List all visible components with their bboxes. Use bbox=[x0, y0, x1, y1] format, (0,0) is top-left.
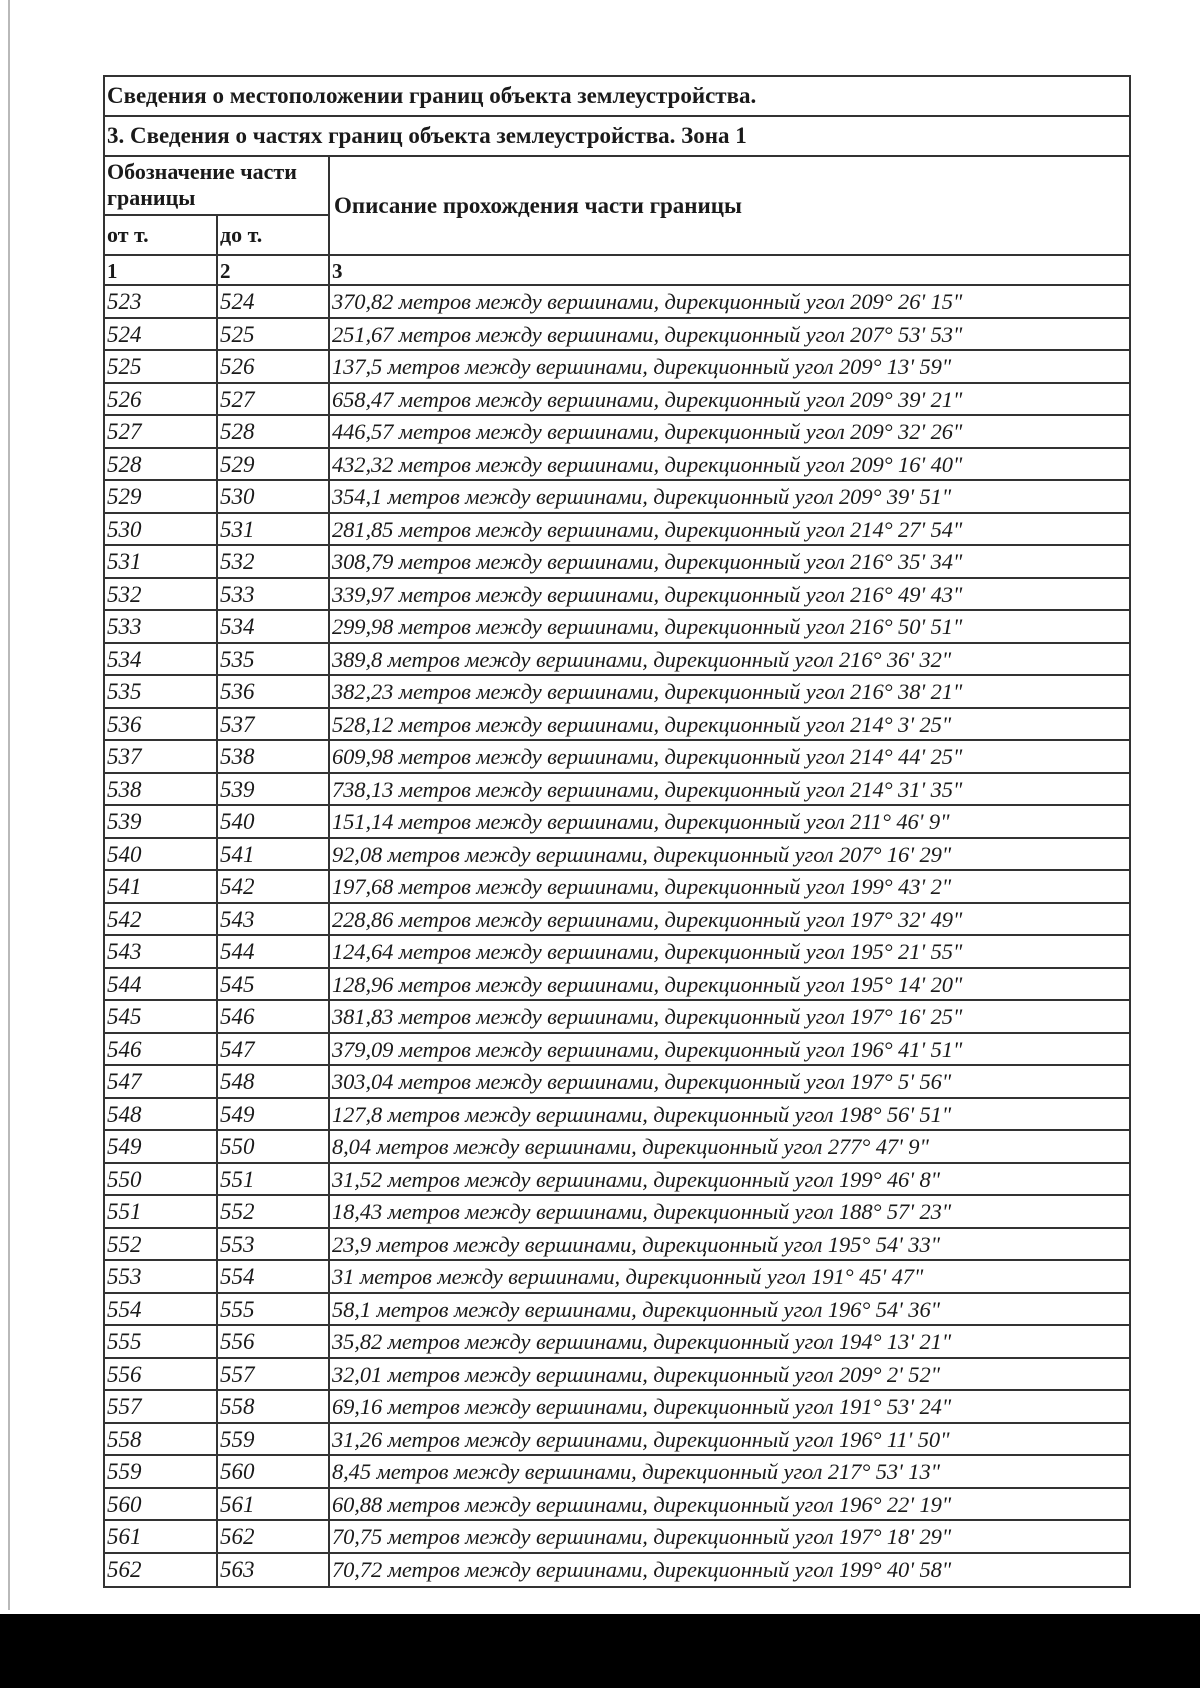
description-cell: 382,23 метров между вершинами, дирекционный угол 216° 38' 21" bbox=[332, 679, 963, 704]
to-point-cell: 552 bbox=[218, 1196, 330, 1227]
description-cell: 58,1 метров между вершинами, дирекционный угол 196° 54' 36" bbox=[332, 1296, 940, 1322]
from-point-cell: 540 bbox=[105, 839, 218, 870]
section-title: 3. Сведения о частях границ объекта землеустройства. Зона 1 bbox=[105, 117, 1129, 157]
to-point-cell: 540 bbox=[218, 806, 330, 837]
to-point-cell: 525 bbox=[218, 319, 330, 350]
table-row bbox=[105, 1294, 1129, 1327]
table-row bbox=[105, 644, 1129, 677]
to-point-cell: 537 bbox=[218, 709, 330, 740]
from-point-cell: 526 bbox=[105, 384, 218, 415]
to-point-cell: 550 bbox=[218, 1131, 330, 1162]
from-point-cell: 523 bbox=[105, 286, 218, 317]
from-point-cell: 541 bbox=[105, 871, 218, 902]
description-cell: 31,52 метров между вершинами, дирекционный угол 199° 46' 8" bbox=[332, 1166, 940, 1192]
from-point-cell: 557 bbox=[105, 1391, 218, 1422]
description-cell: 35,82 метров между вершинами, дирекционный угол 194° 13' 21" bbox=[332, 1329, 952, 1354]
table-row bbox=[105, 806, 1129, 839]
to-point-cell: 543 bbox=[218, 904, 330, 935]
to-point-cell: 558 bbox=[218, 1391, 330, 1422]
table-row bbox=[105, 904, 1129, 937]
table-row bbox=[105, 1196, 1129, 1229]
description-cell: 69,16 метров между вершинами, дирекционный угол 191° 53' 24" bbox=[332, 1394, 952, 1419]
table-row bbox=[105, 546, 1129, 579]
from-point-cell: 534 bbox=[105, 644, 218, 675]
to-point-cell: 554 bbox=[218, 1261, 330, 1292]
from-point-cell: 539 bbox=[105, 806, 218, 837]
from-point-cell: 531 bbox=[105, 546, 218, 577]
description-cell: 8,04 метров между вершинами, дирекционный угол 277° 47' 9" bbox=[332, 1134, 929, 1159]
to-point-cell: 529 bbox=[218, 449, 330, 480]
to-point-cell: 546 bbox=[218, 1001, 330, 1032]
from-point-cell: 536 bbox=[105, 709, 218, 740]
description-cell: 446,57 метров между вершинами, дирекционный угол 209° 32' 26" bbox=[332, 419, 963, 444]
table-row bbox=[105, 1261, 1129, 1294]
from-point-cell: 549 bbox=[105, 1131, 218, 1162]
from-point-cell: 551 bbox=[105, 1196, 218, 1227]
description-cell: 137,5 метров между вершинами, дирекционный угол 209° 13' 59" bbox=[332, 354, 952, 379]
scan-left-edge bbox=[8, 0, 10, 1610]
to-point-cell: 539 bbox=[218, 774, 330, 805]
from-point-cell: 556 bbox=[105, 1359, 218, 1390]
description-cell: 127,8 метров между вершинами, дирекционный угол 198° 56' 51" bbox=[332, 1101, 952, 1127]
to-point-cell: 524 bbox=[218, 286, 330, 317]
description-cell: 31,26 метров между вершинами, дирекционный угол 196° 11' 50" bbox=[332, 1426, 950, 1452]
to-point-cell: 548 bbox=[218, 1066, 330, 1097]
to-point-cell: 553 bbox=[218, 1229, 330, 1260]
from-point-cell: 550 bbox=[105, 1164, 218, 1195]
table-row bbox=[105, 1229, 1129, 1262]
from-point-cell: 561 bbox=[105, 1521, 218, 1552]
table-row bbox=[105, 709, 1129, 742]
table-row bbox=[105, 1456, 1129, 1489]
description-cell: 60,88 метров между вершинами, дирекционный угол 196° 22' 19" bbox=[332, 1491, 952, 1517]
to-point-cell: 542 bbox=[218, 871, 330, 902]
table-row bbox=[105, 1099, 1129, 1132]
table-body bbox=[105, 286, 1129, 1586]
table-row bbox=[105, 1554, 1129, 1587]
description-cell: 354,1 метров между вершинами, дирекционный угол 209° 39' 51" bbox=[332, 484, 952, 509]
to-point-cell: 559 bbox=[218, 1424, 330, 1455]
to-point-cell: 557 bbox=[218, 1359, 330, 1390]
table-row bbox=[105, 1034, 1129, 1067]
description-cell: 251,67 метров между вершинами, дирекционный угол 207° 53' 53" bbox=[332, 321, 963, 347]
to-point-cell: 561 bbox=[218, 1489, 330, 1520]
description-cell: 389,8 метров между вершинами, дирекционный угол 216° 36' 32" bbox=[332, 646, 952, 672]
from-point-cell: 555 bbox=[105, 1326, 218, 1357]
to-point-cell: 527 bbox=[218, 384, 330, 415]
designation-subheaders bbox=[105, 216, 328, 254]
to-point-cell: 545 bbox=[218, 969, 330, 1000]
from-point-cell: 529 bbox=[105, 481, 218, 512]
table-row bbox=[105, 351, 1129, 384]
from-point-cell: 547 bbox=[105, 1066, 218, 1097]
table-row bbox=[105, 1326, 1129, 1359]
table-header bbox=[105, 157, 1129, 256]
table-row bbox=[105, 1424, 1129, 1457]
table-row bbox=[105, 1066, 1129, 1099]
document-title: Сведения о местоположении границ объекта землеустройства. bbox=[105, 77, 1129, 117]
description-cell: 339,97 метров между вершинами, дирекционный угол 216° 49' 43" bbox=[332, 581, 963, 607]
column-number-1: 1 bbox=[105, 256, 218, 284]
column-number-2: 2 bbox=[218, 256, 330, 284]
to-point-cell: 532 bbox=[218, 546, 330, 577]
from-point-cell: 558 bbox=[105, 1424, 218, 1455]
table-row bbox=[105, 1391, 1129, 1424]
to-point-cell: 562 bbox=[218, 1521, 330, 1552]
table-row bbox=[105, 839, 1129, 872]
to-point-cell: 531 bbox=[218, 514, 330, 545]
designation-label: Обозначение части границы bbox=[105, 157, 328, 216]
description-cell: 281,85 метров между вершинами, дирекционный угол 214° 27' 54" bbox=[332, 516, 963, 542]
table-row bbox=[105, 481, 1129, 514]
to-point-cell: 551 bbox=[218, 1164, 330, 1195]
to-point-cell: 526 bbox=[218, 351, 330, 382]
from-point-cell: 524 bbox=[105, 319, 218, 350]
to-point-cell: 544 bbox=[218, 936, 330, 967]
to-point-cell: 555 bbox=[218, 1294, 330, 1325]
description-cell: 432,32 метров между вершинами, дирекционный угол 209° 16' 40" bbox=[332, 451, 963, 477]
description-cell: 32,01 метров между вершинами, дирекционный угол 209° 2' 52" bbox=[332, 1361, 940, 1387]
to-point-cell: 563 bbox=[218, 1554, 330, 1587]
table-row bbox=[105, 871, 1129, 904]
description-cell: 70,72 метров между вершинами, дирекционный угол 199° 40' 58" bbox=[332, 1556, 952, 1582]
table-row bbox=[105, 579, 1129, 612]
from-point-cell: 535 bbox=[105, 676, 218, 707]
designation-header bbox=[105, 157, 330, 254]
table-row bbox=[105, 514, 1129, 547]
description-cell: 23,9 метров между вершинами, дирекционный угол 195° 54' 33" bbox=[332, 1231, 940, 1257]
description-cell: 228,86 метров между вершинами, дирекционный угол 197° 32' 49" bbox=[332, 906, 963, 932]
from-point-cell: 542 bbox=[105, 904, 218, 935]
description-cell: 18,43 метров между вершинами, дирекционный угол 188° 57' 23" bbox=[332, 1199, 952, 1224]
description-cell: 738,13 метров между вершинами, дирекционный угол 214° 31' 35" bbox=[332, 776, 963, 802]
from-point-cell: 548 bbox=[105, 1099, 218, 1130]
column-number-row bbox=[105, 256, 1129, 286]
description-cell: 381,83 метров между вершинами, дирекционный угол 197° 16' 25" bbox=[332, 1004, 963, 1029]
description-cell: 303,04 метров между вершинами, дирекционный угол 197° 5' 56" bbox=[332, 1069, 952, 1094]
table-row bbox=[105, 1001, 1129, 1034]
description-cell: 658,47 метров между вершинами, дирекционный угол 209° 39' 21" bbox=[332, 386, 963, 412]
to-point-cell: 535 bbox=[218, 644, 330, 675]
description-cell: 528,12 метров между вершинами, дирекционный угол 214° 3' 25" bbox=[332, 711, 952, 737]
scan-bottom-border bbox=[0, 1614, 1200, 1688]
from-point-cell: 538 bbox=[105, 774, 218, 805]
description-header: Описание прохождения части границы bbox=[334, 192, 743, 218]
from-point-cell: 525 bbox=[105, 351, 218, 382]
table-row bbox=[105, 1164, 1129, 1197]
from-point-cell: 553 bbox=[105, 1261, 218, 1292]
table-row bbox=[105, 676, 1129, 709]
to-point-cell: 541 bbox=[218, 839, 330, 870]
from-point-cell: 530 bbox=[105, 514, 218, 545]
to-point-cell: 530 bbox=[218, 481, 330, 512]
from-point-cell: 554 bbox=[105, 1294, 218, 1325]
description-cell: 124,64 метров между вершинами, дирекционный угол 195° 21' 55" bbox=[332, 939, 963, 964]
table-row bbox=[105, 936, 1129, 969]
from-point-cell: 528 bbox=[105, 449, 218, 480]
description-cell: 308,79 метров между вершинами, дирекционный угол 216° 35' 34" bbox=[332, 549, 963, 574]
from-point-cell: 562 bbox=[105, 1554, 218, 1587]
from-point-cell: 559 bbox=[105, 1456, 218, 1487]
to-point-cell: 536 bbox=[218, 676, 330, 707]
table-row bbox=[105, 774, 1129, 807]
to-point-cell: 533 bbox=[218, 579, 330, 610]
from-point-cell: 552 bbox=[105, 1229, 218, 1260]
description-cell: 128,96 метров между вершинами, дирекционный угол 195° 14' 20" bbox=[332, 971, 963, 997]
table-row bbox=[105, 1131, 1129, 1164]
to-point-cell: 560 bbox=[218, 1456, 330, 1487]
table-row bbox=[105, 969, 1129, 1002]
from-point-header: от т. bbox=[105, 216, 218, 254]
table-row bbox=[105, 741, 1129, 774]
from-point-cell: 537 bbox=[105, 741, 218, 772]
description-cell: 31 метров между вершинами, дирекционный угол 191° 45' 47" bbox=[332, 1264, 924, 1289]
description-cell: 370,82 метров между вершинами, дирекционный угол 209° 26' 15" bbox=[332, 289, 963, 314]
table-row bbox=[105, 611, 1129, 644]
description-cell: 197,68 метров между вершинами, дирекционный угол 199° 43' 2" bbox=[332, 874, 952, 899]
table-row bbox=[105, 286, 1129, 319]
to-point-cell: 538 bbox=[218, 741, 330, 772]
description-cell: 151,14 метров между вершинами, дирекционный угол 211° 46' 9" bbox=[332, 809, 950, 834]
table-row bbox=[105, 1359, 1129, 1392]
description-cell: 70,75 метров между вершинами, дирекционный угол 197° 18' 29" bbox=[332, 1524, 952, 1549]
from-point-cell: 544 bbox=[105, 969, 218, 1000]
description-cell: 379,09 метров между вершинами, дирекционный угол 196° 41' 51" bbox=[332, 1036, 963, 1062]
from-point-cell: 545 bbox=[105, 1001, 218, 1032]
boundary-table bbox=[103, 75, 1131, 1588]
table-row bbox=[105, 384, 1129, 417]
from-point-cell: 546 bbox=[105, 1034, 218, 1065]
to-point-cell: 528 bbox=[218, 416, 330, 447]
from-point-cell: 533 bbox=[105, 611, 218, 642]
to-point-cell: 556 bbox=[218, 1326, 330, 1357]
to-point-cell: 549 bbox=[218, 1099, 330, 1130]
column-number-3: 3 bbox=[332, 259, 343, 283]
from-point-cell: 527 bbox=[105, 416, 218, 447]
to-point-cell: 547 bbox=[218, 1034, 330, 1065]
description-cell: 299,98 метров между вершинами, дирекционный угол 216° 50' 51" bbox=[332, 614, 963, 639]
table-row bbox=[105, 1489, 1129, 1522]
table-row bbox=[105, 449, 1129, 482]
from-point-cell: 560 bbox=[105, 1489, 218, 1520]
from-point-cell: 532 bbox=[105, 579, 218, 610]
table-row bbox=[105, 319, 1129, 352]
table-row bbox=[105, 1521, 1129, 1554]
table-row bbox=[105, 416, 1129, 449]
description-cell: 8,45 метров между вершинами, дирекционный угол 217° 53' 13" bbox=[332, 1459, 940, 1484]
to-point-header: до т. bbox=[220, 222, 263, 247]
description-cell: 92,08 метров между вершинами, дирекционный угол 207° 16' 29" bbox=[332, 841, 952, 867]
to-point-cell: 534 bbox=[218, 611, 330, 642]
description-cell: 609,98 метров между вершинами, дирекционный угол 214° 44' 25" bbox=[332, 744, 963, 769]
from-point-cell: 543 bbox=[105, 936, 218, 967]
